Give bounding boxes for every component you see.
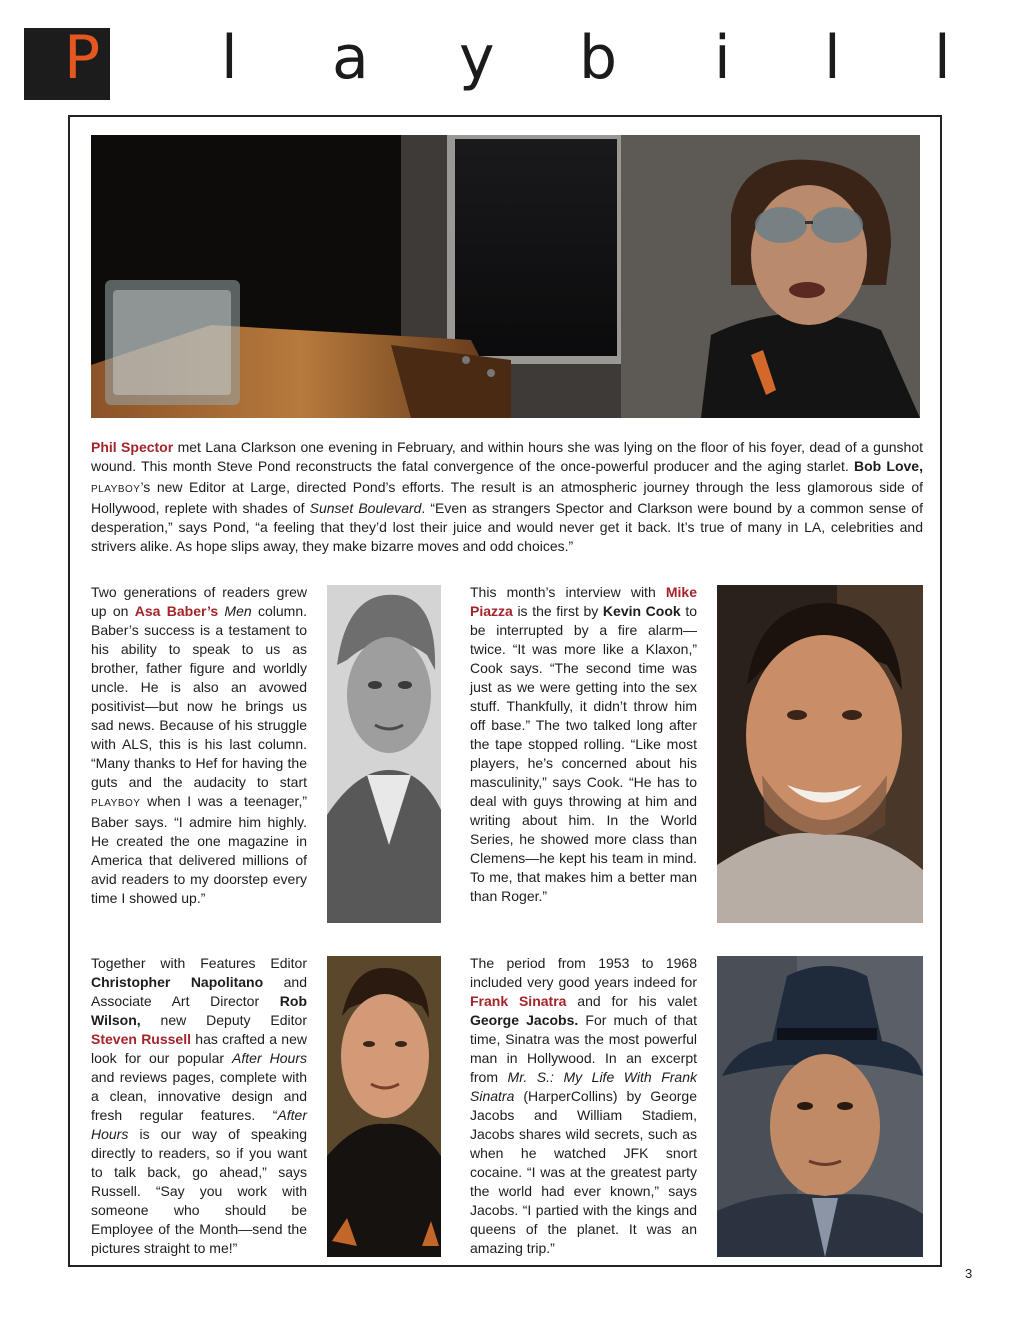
text-run: The period from 1953 to 1968 included very good years indeed for	[470, 955, 697, 990]
russell-paragraph	[91, 954, 307, 1258]
text-run: has crafted a new look for our popular	[91, 1031, 307, 1066]
italic-title: Sunset Boulevard	[309, 500, 422, 516]
masthead-letter: l	[824, 23, 841, 93]
page-number: 3	[965, 1266, 973, 1281]
baber-photo	[327, 585, 441, 923]
piazza-photo	[717, 585, 923, 923]
masthead-letter: b	[579, 23, 618, 93]
text-run: is the first by	[512, 603, 603, 619]
text-run: column. Baber’s success is a testament to his ability to speak to us as brother, father figure and worldly uncle. He is also an avowed positivist—but now he brings us sad news. Because of his struggle with ALS, this is his last column. “Many thanks to Hef for having the guts and the audacity to start	[91, 603, 307, 790]
masthead	[24, 23, 996, 100]
italic-title: After Hours	[91, 1107, 307, 1142]
masthead-letter: l	[221, 23, 238, 93]
baber-paragraph	[91, 583, 307, 908]
spector-paragraph	[91, 438, 923, 556]
text-run: and Associate Art Director	[91, 974, 307, 1009]
bold-name: Rob Wilson,	[91, 993, 307, 1028]
highlight-name: Asa Baber’s	[134, 603, 219, 619]
text-run: to be interrupted by a fire alarm—twice. “It was more like a Klaxon,” Cook says. “The second time was just as we were getting into the sex stuff. Thankfully, it didn’t throw him off base.” The two talked long after the tape stopped rolling. “Like most players, he’s concerned about his masculinity,” says Cook. “He has to deal with guys throwing at him and writing about him. In the World Series, he showed more class than Clemens—he kept his team in mind. To me, that makes him a better man than Roger.”	[470, 603, 698, 904]
italic-title: Mr. S.: My Life With Frank Sinatra	[470, 1069, 697, 1104]
russell-photo	[327, 956, 441, 1257]
text-run: and reviews pages, complete with a clean, innovative design and fresh regular features. “	[91, 1069, 307, 1123]
text-run: met Lana Clarkson one evening in February, and within hours she was lying on the floor of his foyer, dead of a gunshot wound. This month Steve Pond reconstructs the fatal convergence of the once-powerful producer and the aging starlet.	[91, 439, 923, 474]
bold-name: George Jacobs.	[470, 1012, 579, 1028]
frame-rule	[68, 1265, 942, 1267]
italic-title: Men	[218, 603, 252, 619]
bold-name: Bob Love,	[854, 458, 923, 474]
masthead-letter: l	[934, 23, 951, 93]
text-run: is our way of speaking directly to readers, so if you want to talk back, go ahead,” says Russell. “Say you work with someone who should be Employee of the Month—send the pictures straight to me!”	[91, 1126, 307, 1256]
highlight-name: Steven Russell	[91, 1031, 191, 1047]
text-run: new Deputy Editor	[140, 1012, 307, 1028]
text-run: and for his valet	[566, 993, 697, 1009]
smallcaps-text: PLAYBOY	[91, 484, 141, 495]
masthead-letter: i	[714, 23, 731, 93]
smallcaps-text: PLAYBOY	[91, 798, 141, 809]
italic-title: After Hours	[232, 1050, 307, 1066]
sinatra-paragraph	[470, 954, 697, 1258]
text-run: (HarperCollins) by George Jacobs and William Stadiem, Jacobs shares wild secrets, such as when he watched JFK snort cocaine. “I was at the greatest party the world had ever known,” says Jacobs. “I partied with the kings and queens of the planet. It was an amazing trip.”	[470, 1088, 697, 1256]
sinatra-photo	[717, 956, 923, 1257]
text-run: For much of that time, Sinatra was the most powerful man in Hollywood. In an excerpt from	[470, 1012, 698, 1085]
masthead-letter: a	[332, 23, 369, 93]
masthead-letter: y	[459, 23, 495, 93]
masthead-letter: P	[64, 23, 101, 93]
bold-name: Kevin Cook	[602, 603, 681, 619]
spector-photo	[91, 135, 920, 418]
highlight-name: Mike Piazza	[470, 584, 697, 619]
text-run: . “Even as strangers Spector and Clarkson were bound by a common sense of desperation,” says Pond, “a feeling that they’d lost their juice and would never get it back. It’s true of many in LA, celebrities and strivers alike. As hope slips away, they make bizarre moves and odd choices.”	[91, 500, 923, 554]
highlight-name: Frank Sinatra	[470, 993, 567, 1009]
text-run: ’s new Editor at Large, directed Pond’s efforts. The result is an atmospheric journey through the less glamorous side of Hollywood, replete with shades of	[91, 479, 923, 516]
text-run: when I was a teenager,” Baber says. “I admire him highly. He created the one magazine in America that delivered millions of avid readers to my doorstep every time I showed up.”	[91, 793, 307, 906]
text-run: This month’s interview with	[470, 584, 666, 600]
text-run: Together with Features Editor	[91, 955, 307, 971]
text-run: Two generations of readers grew up on	[91, 584, 307, 619]
highlight-name: Phil Spector	[91, 439, 174, 455]
piazza-paragraph	[470, 583, 697, 906]
bold-name: Christopher Napolitano	[91, 974, 264, 990]
